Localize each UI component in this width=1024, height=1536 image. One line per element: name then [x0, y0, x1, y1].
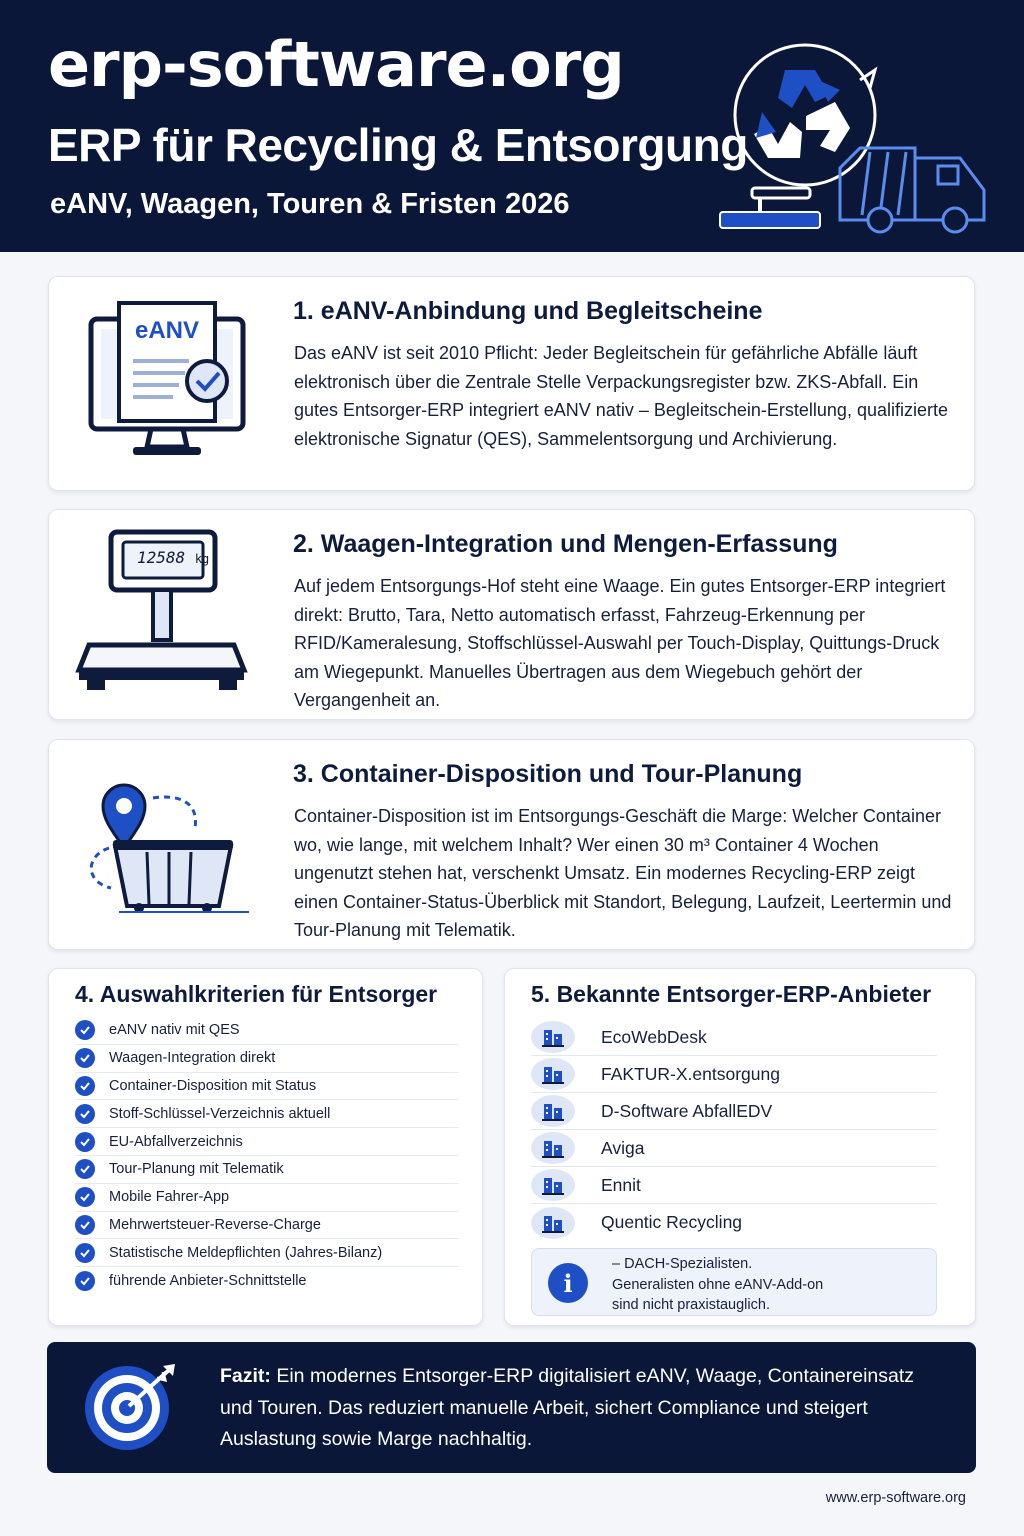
site-title: erp-software.org: [48, 28, 624, 101]
page-title: ERP für Recycling & Entsorgung: [48, 119, 748, 171]
list-item: [75, 1184, 459, 1212]
list-item: [531, 1204, 937, 1241]
check-circle-icon: [75, 1187, 95, 1207]
building-icon: [531, 1207, 575, 1239]
check-circle-icon: [75, 1132, 95, 1152]
list-item: [531, 1056, 937, 1093]
building-icon: [531, 1169, 575, 1201]
vendor-name: EcoWebDesk: [601, 1026, 707, 1047]
list-item: [531, 1167, 937, 1204]
check-circle-icon: [75, 1104, 95, 1124]
page-subtitle: eANV, Waagen, Touren & Fristen 2026: [50, 188, 570, 220]
fazit-text: [220, 1361, 950, 1456]
check-circle-icon: [75, 1243, 95, 1263]
section-text: Auf jedem Entsorgungs-Hof steht eine Waage. Ein gutes Entsorger-ERP integriert direkt: Brutto, Tara, Netto automatisch erfasst, Fahrzeug-Erkennung per RFID/Kameralesung, Stoffschlüssel-Auswahl per Touch-Display, Quittungs-Druck am Wiegepunkt. Manuelles Übertragen aus dem Wiegebuch gehört der Vergangenheit an.: [294, 576, 946, 711]
list-item: [75, 1156, 459, 1184]
criteria-label: Container-Disposition mit Status: [109, 1077, 317, 1094]
check-circle-icon: [75, 1215, 95, 1235]
criteria-label: eANV nativ mit QES: [109, 1022, 240, 1039]
list-item: [75, 1239, 459, 1267]
building-icon: [531, 1095, 575, 1127]
vendor-list: [531, 1019, 937, 1241]
criteria-label: Mehrwertsteuer-Reverse-Charge: [109, 1216, 321, 1233]
fazit-body: Ein modernes Entsorger-ERP digitalisiert eANV, Waage, Containereinsatz und Touren. Das reduziert manuelle Arbeit, sichert Compliance und steigert Auslastung sowie Marge nachhaltig.: [220, 1365, 915, 1450]
list-item: [531, 1130, 937, 1167]
footer-url: www.erp-software.org: [825, 1490, 966, 1506]
section-title: 1. eANV-Anbindung und Begleitscheine: [293, 297, 763, 325]
list-item: [75, 1128, 459, 1156]
criteria-card: [48, 968, 483, 1326]
vendor-name: Quentic Recycling: [601, 1212, 743, 1232]
building-icon: [531, 1132, 575, 1164]
list-item: [531, 1093, 937, 1130]
info-line: sind nicht praxistauglich.: [612, 1297, 770, 1313]
info-line: – DACH-Spezialisten.: [612, 1256, 753, 1272]
section-container: [48, 739, 975, 950]
scale-display: [137, 548, 209, 567]
list-item: [75, 1212, 459, 1240]
list-item: [75, 1017, 459, 1045]
section-title: 3. Container-Disposition und Tour-Planung: [293, 760, 803, 788]
criteria-title: 4. Auswahlkriterien für Entsorger: [75, 981, 438, 1007]
scale-value: 12588: [137, 548, 186, 567]
section-waagen: [48, 509, 975, 720]
container-location-icon: [69, 756, 269, 936]
vendor-name: Ennit: [601, 1174, 641, 1195]
criteria-label: führende Anbieter-Schnittstelle: [109, 1273, 307, 1290]
check-circle-icon: [75, 1271, 95, 1291]
vendors-title: 5. Bekannte Entsorger-ERP-Anbieter: [531, 981, 932, 1007]
header-banner: [0, 0, 1024, 252]
fazit-banner: [47, 1342, 976, 1473]
check-circle-icon: [75, 1076, 95, 1096]
info-line: Generalisten ohne eANV-Add-on: [612, 1276, 824, 1293]
section-eanv: [48, 276, 975, 491]
info-icon: i: [548, 1263, 588, 1303]
criteria-label: Mobile Fahrer-App: [109, 1189, 230, 1206]
scale-unit: kg: [194, 552, 210, 566]
section-text: Container-Disposition ist im Entsorgungs-Geschäft die Marge: Welcher Container wo, wie lange, mit welchem Inhalt? Wer einen 30 m³ Container 4 Wochen ungenutzt stehen hat, verschenkt Umsatz. Ein modernes Recycling-ERP zeigt einen Container-Status-Überblick mit Standort, Belegung, Laufzeit, Leertermin und Tour-Planung mit Telematik.: [294, 806, 952, 941]
list-item: [75, 1100, 459, 1128]
criteria-label: EU-Abfallverzeichnis: [109, 1133, 243, 1150]
building-icon: [531, 1021, 575, 1053]
criteria-label: Tour-Planung mit Telematik: [109, 1161, 284, 1178]
criteria-label: Statistische Meldepflichten (Jahres-Bilanz): [109, 1244, 383, 1261]
section-title: 2. Waagen-Integration und Mengen-Erfassung: [293, 530, 838, 558]
target-icon: [77, 1356, 187, 1456]
scale-icon: [69, 520, 269, 700]
check-circle-icon: [75, 1020, 95, 1040]
list-item: [75, 1045, 459, 1073]
check-circle-icon: [75, 1048, 95, 1068]
criteria-label: Waagen-Integration direkt: [109, 1050, 276, 1067]
eanv-icon-label: eANV: [135, 317, 200, 344]
vendors-card: [504, 968, 976, 1326]
info-text: [612, 1254, 932, 1316]
section-text: Das eANV ist seit 2010 Pflicht: Jeder Begleitschein für gefährliche Abfälle läuft elektronisch über die Zentrale Stelle Verpackungsregister bzw. ZKS-Abfall. Ein gutes Entsorger-ERP integriert eANV nativ – Begleitschein-Erstellung, qualifizierte elektronische Signatur (QES), Sammelentsorgung und Archivierung.: [294, 343, 948, 449]
check-circle-icon: [75, 1159, 95, 1179]
info-note: [531, 1248, 937, 1316]
vendor-name: FAKTUR-X.entsorgung: [601, 1063, 780, 1084]
criteria-list: [75, 1017, 459, 1295]
vendor-name: D-Software AbfallEDV: [601, 1100, 773, 1121]
criteria-label: Stoff-Schlüssel-Verzeichnis aktuell: [109, 1105, 331, 1122]
building-icon: [531, 1058, 575, 1090]
list-item: [75, 1267, 459, 1295]
recycling-truck-icon: [710, 40, 1000, 240]
fazit-label: Fazit:: [220, 1365, 271, 1387]
vendor-name: Aviga: [601, 1137, 645, 1158]
list-item: [531, 1019, 937, 1056]
list-item: [75, 1073, 459, 1101]
